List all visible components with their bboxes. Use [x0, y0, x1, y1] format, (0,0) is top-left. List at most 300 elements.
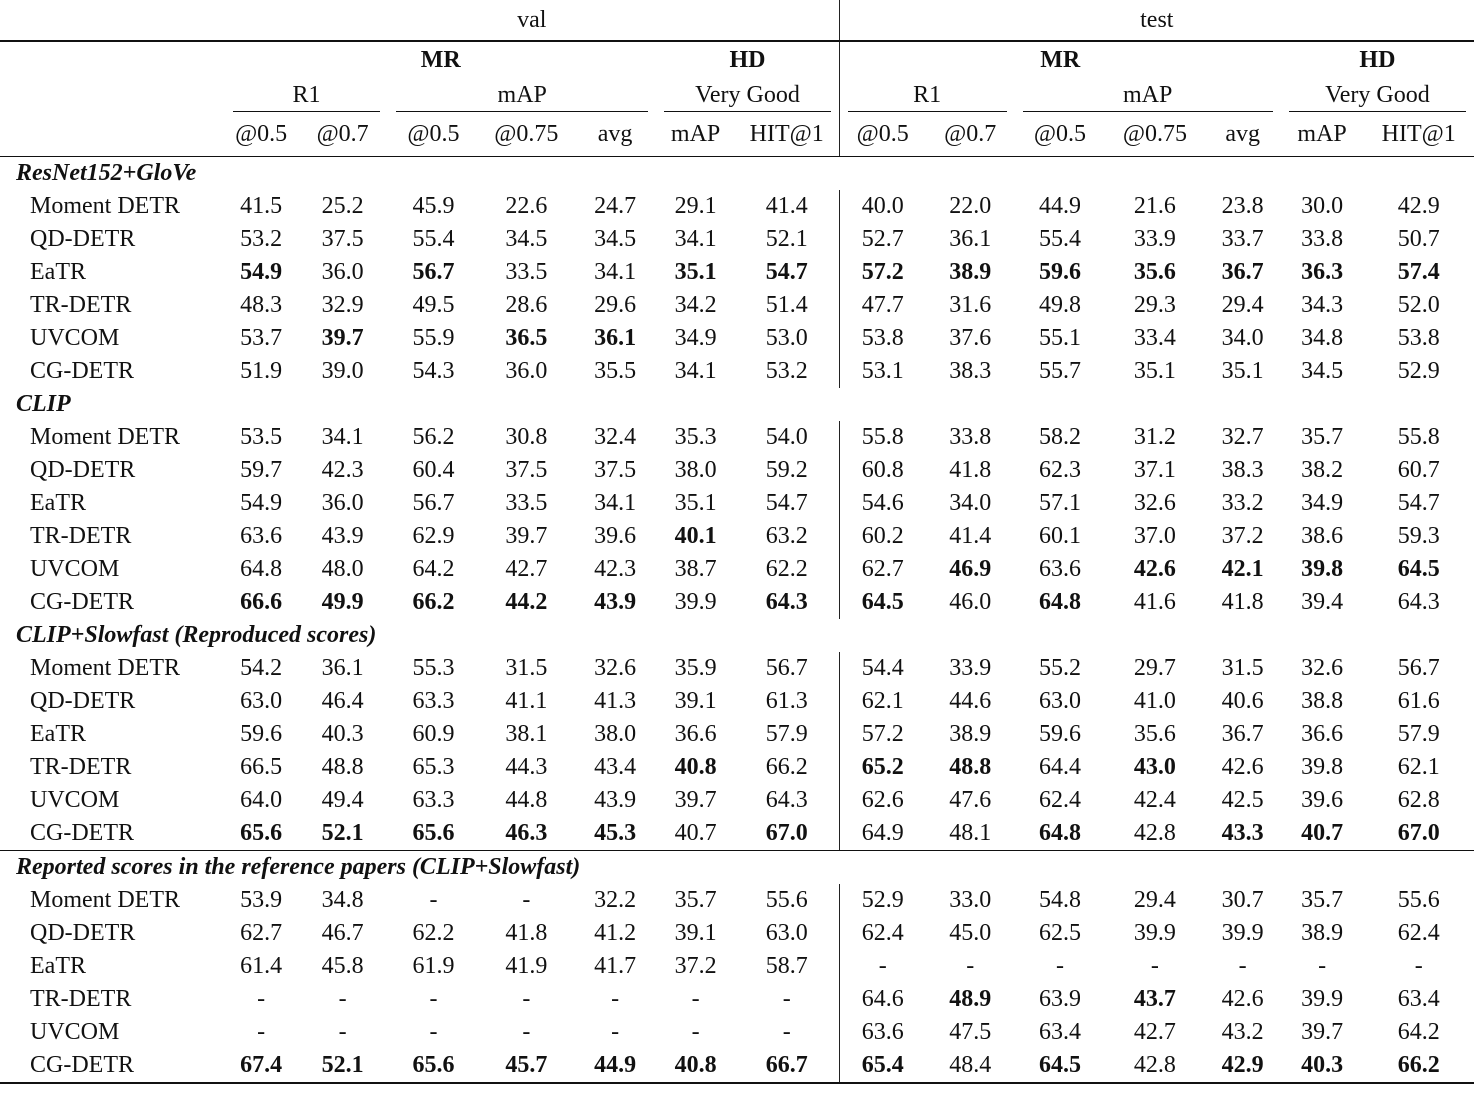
score-cell: 35.1 [674, 490, 717, 516]
score-cell: 31.5 [505, 655, 548, 681]
score-cell: 53.2 [735, 355, 839, 388]
score-cell: 40.0 [861, 193, 904, 219]
score-cell: 42.7 [1133, 1019, 1176, 1045]
score-cell: - [429, 887, 438, 913]
score-cell: 37.2 [1221, 523, 1264, 549]
score-cell: 39.1 [674, 688, 717, 714]
score-cell: 64.4 [1038, 754, 1081, 780]
method-name: CG-DETR [0, 817, 225, 851]
score-cell: 36.7 [1221, 721, 1264, 747]
method-name: CG-DETR [30, 589, 134, 615]
score-cell: 38.3 [1221, 457, 1264, 483]
score-cell: 43.3 [1204, 817, 1280, 851]
score-cell: 32.6 [1133, 490, 1176, 516]
score-cell: 62.2 [412, 920, 455, 946]
score-cell: 46.0 [949, 589, 992, 615]
score-cell: 37.6 [949, 325, 992, 351]
val-very-good-header: Very Good [656, 78, 839, 112]
score-cell: 66.5 [240, 754, 283, 780]
score-cell: 52.1 [297, 817, 388, 851]
score-cell: 24.7 [594, 193, 637, 219]
score-cell: 51.4 [735, 289, 839, 322]
score-cell: 38.0 [674, 457, 717, 483]
score-cell: 45.8 [321, 953, 364, 979]
score-cell: 39.7 [321, 325, 364, 351]
score-cell: 62.9 [412, 523, 455, 549]
score-cell: 63.2 [735, 520, 839, 553]
score-cell: 36.5 [505, 325, 548, 351]
score-cell: 42.7 [505, 556, 548, 582]
score-cell: 59.7 [240, 457, 283, 483]
score-cell: 64.5 [1015, 1049, 1106, 1083]
score-cell: 29.4 [1133, 887, 1176, 913]
score-cell: 63.0 [735, 917, 839, 950]
score-cell: - [1238, 953, 1247, 979]
table-row [0, 223, 1474, 256]
metric-header-cell: @0.5 [225, 112, 297, 157]
test-mr-header: MR [1040, 47, 1081, 73]
score-cell: 64.3 [735, 784, 839, 817]
score-cell: 29.4 [1221, 292, 1264, 318]
score-cell: 45.0 [949, 920, 992, 946]
score-cell: - [522, 1019, 531, 1045]
score-cell: 55.6 [735, 884, 839, 917]
score-cell: 49.4 [321, 787, 364, 813]
score-cell: 40.1 [674, 523, 717, 549]
score-cell: 41.0 [1133, 688, 1176, 714]
score-cell: 39.6 [594, 523, 637, 549]
score-cell: 33.8 [1301, 226, 1344, 252]
score-cell: 61.6 [1397, 688, 1440, 714]
val-map-header: mAP [388, 78, 656, 112]
score-cell: 42.9 [1397, 193, 1440, 219]
score-cell: 64.3 [1397, 589, 1440, 615]
score-cell: 42.6 [1221, 754, 1264, 780]
score-cell: 59.6 [1038, 721, 1081, 747]
metric-header-cell: @0.5 [1015, 112, 1106, 157]
score-cell: 64.2 [412, 556, 455, 582]
score-cell: 41.6 [1133, 589, 1176, 615]
score-cell: - [691, 1019, 700, 1045]
score-cell: 38.3 [949, 358, 992, 384]
score-cell: 35.1 [1221, 358, 1264, 384]
table-row [0, 1049, 1474, 1083]
score-cell: 39.0 [321, 358, 364, 384]
score-cell: 54.3 [412, 358, 455, 384]
score-cell: 39.9 [674, 589, 717, 615]
score-cell: 22.0 [949, 193, 992, 219]
score-cell: 41.7 [594, 953, 637, 979]
subgroup-header-row [0, 78, 1474, 112]
score-cell: 45.9 [412, 193, 455, 219]
score-cell: 42.8 [1105, 817, 1204, 851]
score-cell: 36.3 [1301, 259, 1344, 285]
score-cell: 53.5 [240, 424, 283, 450]
score-cell: 54.9 [240, 490, 283, 516]
score-cell: 54.2 [240, 655, 283, 681]
score-cell: - [257, 1019, 266, 1045]
score-cell: 41.3 [594, 688, 637, 714]
score-cell: 52.1 [297, 1049, 388, 1083]
score-cell: 41.5 [240, 193, 283, 219]
score-cell: 34.0 [1221, 325, 1264, 351]
score-cell: 43.4 [594, 754, 637, 780]
score-cell: 21.6 [1133, 193, 1176, 219]
val-hd-header: HD [656, 41, 839, 78]
score-cell: - [1055, 953, 1064, 979]
score-cell: 63.9 [1038, 986, 1081, 1012]
score-cell: 39.4 [1301, 589, 1344, 615]
score-cell: 41.9 [505, 953, 548, 979]
score-cell: - [966, 953, 975, 979]
score-cell: 37.1 [1133, 457, 1176, 483]
method-name: Moment DETR [30, 193, 180, 219]
table-row [0, 289, 1474, 322]
score-cell: 52.1 [735, 223, 839, 256]
score-cell: 64.2 [1397, 1019, 1440, 1045]
table-row [0, 917, 1474, 950]
score-cell: 54.7 [1397, 490, 1440, 516]
score-cell: - [611, 986, 620, 1012]
score-cell: 58.7 [735, 950, 839, 983]
score-cell: 62.2 [735, 553, 839, 586]
score-cell: 57.9 [735, 718, 839, 751]
method-name: TR-DETR [30, 986, 132, 1012]
score-cell: 65.6 [388, 817, 479, 851]
section-header-row [0, 388, 1474, 421]
score-cell: 59.2 [735, 454, 839, 487]
score-cell: - [522, 887, 531, 913]
test-map-header: mAP [1015, 78, 1281, 112]
table-row [0, 685, 1474, 718]
score-cell: 36.7 [1221, 259, 1264, 285]
score-cell: 41.4 [949, 523, 992, 549]
score-cell: 64.5 [1397, 556, 1440, 582]
method-name: QD-DETR [30, 920, 136, 946]
score-cell: 36.1 [321, 655, 364, 681]
metric-header-cell: @0.5 [839, 112, 926, 157]
score-cell: 62.7 [240, 920, 283, 946]
score-cell: 39.6 [1301, 787, 1344, 813]
score-cell: 34.2 [674, 292, 717, 318]
score-cell: 36.0 [321, 490, 364, 516]
score-cell: 32.4 [594, 424, 637, 450]
score-cell: 55.2 [1038, 655, 1081, 681]
score-cell: 40.8 [674, 754, 717, 780]
score-cell: 23.8 [1221, 193, 1264, 219]
method-name: CG-DETR [0, 1049, 225, 1083]
score-cell: 32.9 [321, 292, 364, 318]
score-cell: 33.2 [1221, 490, 1264, 516]
score-cell: - [429, 1019, 438, 1045]
score-cell: 53.2 [240, 226, 283, 252]
score-cell: 64.3 [735, 586, 839, 619]
score-cell: 44.2 [505, 589, 548, 615]
table-row [0, 190, 1474, 223]
table-row [0, 256, 1474, 289]
score-cell: 62.1 [1397, 754, 1440, 780]
method-name: Moment DETR [30, 655, 180, 681]
score-cell: 48.8 [949, 754, 992, 780]
score-cell: 54.8 [1038, 887, 1081, 913]
table-row [0, 652, 1474, 685]
score-cell: 54.6 [861, 490, 904, 516]
score-cell: 37.5 [321, 226, 364, 252]
score-cell: 62.5 [1038, 920, 1081, 946]
score-cell: 56.7 [412, 490, 455, 516]
score-cell: 46.3 [479, 817, 574, 851]
score-cell: 33.9 [949, 655, 992, 681]
score-cell: - [257, 986, 266, 1012]
score-cell: 35.3 [674, 424, 717, 450]
score-cell: 38.9 [949, 259, 992, 285]
score-cell: 45.7 [479, 1049, 574, 1083]
score-cell: 43.0 [1133, 754, 1176, 780]
score-cell: 55.4 [1038, 226, 1081, 252]
metric-header-cell: @0.75 [1105, 112, 1204, 157]
split-header-row [0, 0, 1474, 41]
score-cell: 35.1 [1133, 358, 1176, 384]
score-cell: 40.7 [656, 817, 734, 851]
table-row [0, 421, 1474, 454]
score-cell: 43.9 [594, 787, 637, 813]
section-title: CLIP+Slowfast (Reproduced scores) [16, 622, 377, 648]
score-cell: 37.5 [505, 457, 548, 483]
score-cell: 33.9 [1133, 226, 1176, 252]
score-cell: 34.5 [594, 226, 637, 252]
score-cell: 60.1 [1038, 523, 1081, 549]
score-cell: 46.9 [949, 556, 992, 582]
score-cell: 62.7 [861, 556, 904, 582]
score-cell: 52.9 [861, 887, 904, 913]
score-cell: 56.7 [735, 652, 839, 685]
score-cell: 65.2 [861, 754, 904, 780]
score-cell: 42.3 [594, 556, 637, 582]
metric-header-cell: @0.75 [479, 112, 574, 157]
score-cell: 64.8 [240, 556, 283, 582]
score-cell: 66.6 [240, 589, 283, 615]
table-row [0, 355, 1474, 388]
score-cell: - [338, 1019, 347, 1045]
score-cell: 29.1 [674, 193, 717, 219]
score-cell: 36.6 [674, 721, 717, 747]
score-cell: 38.9 [949, 721, 992, 747]
score-cell: 52.0 [1397, 292, 1440, 318]
score-cell: 40.3 [321, 721, 364, 747]
score-cell: 35.9 [674, 655, 717, 681]
metric-header-cell: mAP [1281, 112, 1364, 157]
score-cell: 43.9 [594, 589, 637, 615]
test-very-good-header: Very Good [1281, 78, 1474, 112]
score-cell: 64.8 [1038, 589, 1081, 615]
score-cell: 56.7 [1397, 655, 1440, 681]
score-cell: 48.0 [321, 556, 364, 582]
score-cell: 41.2 [594, 920, 637, 946]
score-cell: 63.3 [412, 787, 455, 813]
score-cell: 66.2 [1363, 1049, 1474, 1083]
metric-header-cell: HIT@1 [1363, 112, 1474, 157]
score-cell: 55.9 [412, 325, 455, 351]
score-cell: 58.2 [1038, 424, 1081, 450]
score-cell: 39.9 [1301, 986, 1344, 1012]
score-cell: 57.2 [861, 721, 904, 747]
method-name: TR-DETR [30, 292, 132, 318]
metric-header-cell: @0.7 [297, 112, 388, 157]
score-cell: 42.6 [1133, 556, 1176, 582]
table-row [0, 1016, 1474, 1049]
score-cell: 31.5 [1221, 655, 1264, 681]
score-cell: 39.8 [1301, 754, 1344, 780]
score-cell: 56.2 [412, 424, 455, 450]
score-cell: - [691, 986, 700, 1012]
score-cell: 54.4 [861, 655, 904, 681]
score-cell: 64.6 [861, 986, 904, 1012]
score-cell: 38.2 [1301, 457, 1344, 483]
score-cell: 41.8 [1221, 589, 1264, 615]
section-title: ResNet152+GloVe [16, 160, 197, 186]
metric-header-cell: @0.7 [926, 112, 1015, 157]
section-title: Reported scores in the reference papers (CLIP+Slowfast) [16, 854, 581, 880]
score-cell: 62.6 [861, 787, 904, 813]
score-cell: 55.8 [861, 424, 904, 450]
score-cell: 56.7 [412, 259, 455, 285]
score-cell: 44.8 [505, 787, 548, 813]
score-cell: - [429, 986, 438, 1012]
score-cell: 62.8 [1397, 787, 1440, 813]
score-cell: 34.8 [321, 887, 364, 913]
score-cell: 44.6 [949, 688, 992, 714]
score-cell: 63.0 [240, 688, 283, 714]
score-cell: 34.9 [674, 325, 717, 351]
score-cell: 60.2 [861, 523, 904, 549]
score-cell: 35.6 [1133, 259, 1176, 285]
method-name: UVCOM [30, 1019, 120, 1045]
score-cell: 35.7 [1301, 887, 1344, 913]
score-cell: 39.1 [674, 920, 717, 946]
score-cell: 54.0 [735, 421, 839, 454]
score-cell: 42.9 [1204, 1049, 1280, 1083]
score-cell: - [878, 953, 887, 979]
score-cell: 38.6 [1301, 523, 1344, 549]
score-cell: 47.5 [949, 1019, 992, 1045]
score-cell: 35.6 [1133, 721, 1176, 747]
score-cell: 41.8 [949, 457, 992, 483]
score-cell: 57.4 [1397, 259, 1440, 285]
score-cell: 38.9 [1301, 920, 1344, 946]
score-cell: 36.1 [949, 226, 992, 252]
score-cell: 62.4 [1397, 920, 1440, 946]
score-cell: 61.3 [735, 685, 839, 718]
method-name: UVCOM [30, 787, 120, 813]
table-row [0, 983, 1474, 1016]
score-cell: 46.4 [321, 688, 364, 714]
score-cell: 34.5 [505, 226, 548, 252]
metric-header-cell: @0.5 [388, 112, 479, 157]
score-cell: 64.9 [839, 817, 926, 851]
score-cell: 63.6 [861, 1019, 904, 1045]
score-cell: 32.6 [594, 655, 637, 681]
score-cell: 43.7 [1133, 986, 1176, 1012]
score-cell: 32.6 [1301, 655, 1344, 681]
score-cell: 25.2 [321, 193, 364, 219]
score-cell: 40.8 [656, 1049, 734, 1083]
score-cell: 63.4 [1038, 1019, 1081, 1045]
score-cell: 61.9 [412, 953, 455, 979]
score-cell: 65.4 [839, 1049, 926, 1083]
score-cell: 63.0 [1038, 688, 1081, 714]
score-cell: 59.6 [240, 721, 283, 747]
score-cell: 65.3 [412, 754, 455, 780]
metrics-header-row [0, 112, 1474, 157]
score-cell: 39.7 [505, 523, 548, 549]
section-header-row [0, 157, 1474, 191]
score-cell: 55.1 [1038, 325, 1081, 351]
test-split-header: test [839, 0, 1474, 41]
score-cell: 52.7 [861, 226, 904, 252]
table-row [0, 817, 1474, 851]
score-cell: 53.8 [861, 325, 904, 351]
method-name: TR-DETR [30, 523, 132, 549]
score-cell: 61.4 [240, 953, 283, 979]
score-cell: 65.6 [388, 1049, 479, 1083]
score-cell: 39.7 [1301, 1019, 1344, 1045]
score-cell: 44.9 [1038, 193, 1081, 219]
score-cell: 60.9 [412, 721, 455, 747]
score-cell: 35.7 [674, 887, 717, 913]
score-cell: 39.7 [674, 787, 717, 813]
score-cell: 34.1 [594, 259, 637, 285]
score-cell: 42.6 [1221, 986, 1264, 1012]
method-name: TR-DETR [30, 754, 132, 780]
score-cell: 28.6 [505, 292, 548, 318]
score-cell: 40.7 [1281, 817, 1364, 851]
score-cell: 33.8 [949, 424, 992, 450]
section-header-row [0, 619, 1474, 652]
score-cell: 66.2 [412, 589, 455, 615]
score-cell: 39.8 [1301, 556, 1344, 582]
score-cell: 46.7 [321, 920, 364, 946]
score-cell: 62.3 [1038, 457, 1081, 483]
val-split-header: val [225, 0, 839, 41]
score-cell: 48.1 [926, 817, 1015, 851]
score-cell: 64.0 [240, 787, 283, 813]
table-row [0, 553, 1474, 586]
score-cell: - [1150, 953, 1159, 979]
score-cell: 35.7 [1301, 424, 1344, 450]
test-hd-header: HD [1359, 47, 1396, 73]
metric-header-cell: avg [1204, 112, 1280, 157]
score-cell: 35.5 [594, 358, 637, 384]
score-cell: 63.3 [412, 688, 455, 714]
score-cell: 37.0 [1133, 523, 1176, 549]
score-cell: 44.9 [574, 1049, 657, 1083]
score-cell: 41.4 [735, 190, 839, 223]
score-cell: 42.8 [1105, 1049, 1204, 1083]
score-cell: 63.6 [1038, 556, 1081, 582]
score-cell: 66.7 [735, 1049, 839, 1083]
score-cell: 43.9 [321, 523, 364, 549]
score-cell: 55.7 [1038, 358, 1081, 384]
method-name: CG-DETR [30, 358, 134, 384]
score-cell: 42.4 [1133, 787, 1176, 813]
score-cell: 36.0 [321, 259, 364, 285]
score-cell: 38.8 [1301, 688, 1344, 714]
method-name: UVCOM [30, 325, 120, 351]
score-cell: 59.3 [1397, 523, 1440, 549]
score-cell: - [1414, 953, 1423, 979]
table-row [0, 950, 1474, 983]
table-row [0, 718, 1474, 751]
